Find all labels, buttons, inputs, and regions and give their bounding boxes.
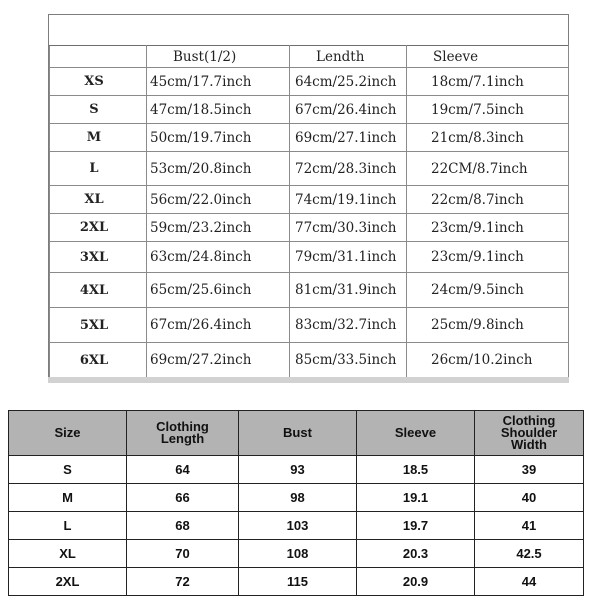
shoulder-cell: 40 [475, 484, 584, 512]
upper-header-corner [50, 46, 147, 68]
bust-cell: 103 [239, 512, 357, 540]
bust-cell: 93 [239, 456, 357, 484]
upper-header-row [50, 46, 569, 68]
lower-header-bust: Bust [239, 411, 357, 456]
length-cell: 79cm/31.1inch [290, 242, 407, 273]
table-row [9, 540, 584, 568]
sleeve-cell: 26cm/10.2inch [407, 343, 569, 378]
upper-header-sleeve: Sleeve [407, 46, 569, 68]
length-cell: 72 [127, 568, 239, 596]
table-row [50, 242, 569, 273]
length-cell: 72cm/28.3inch [290, 152, 407, 186]
bust-cell: 47cm/18.5inch [147, 96, 290, 124]
size-cell: M [50, 124, 147, 152]
length-cell: 66 [127, 484, 239, 512]
bust-cell: 69cm/27.2inch [147, 343, 290, 378]
table-row [50, 186, 569, 214]
sleeve-cell: 19.7 [357, 512, 475, 540]
bust-cell: 53cm/20.8inch [147, 152, 290, 186]
size-cell: XL [9, 540, 127, 568]
sleeve-cell: 25cm/9.8inch [407, 308, 569, 343]
bust-cell: 98 [239, 484, 357, 512]
upper-header-length: Lendth [290, 46, 407, 68]
table-row [50, 273, 569, 308]
bust-cell: 115 [239, 568, 357, 596]
size-cell: 4XL [50, 273, 147, 308]
size-cell: S [9, 456, 127, 484]
size-cell: XS [50, 68, 147, 96]
lower-header-row [9, 411, 584, 456]
bust-cell: 56cm/22.0inch [147, 186, 290, 214]
table-row [9, 568, 584, 596]
size-cell: S [50, 96, 147, 124]
sleeve-cell: 20.9 [357, 568, 475, 596]
length-cell: 77cm/30.3inch [290, 214, 407, 242]
length-cell: 83cm/32.7inch [290, 308, 407, 343]
sleeve-cell: 23cm/9.1inch [407, 214, 569, 242]
bust-cell: 63cm/24.8inch [147, 242, 290, 273]
lower-header-clothing-length [127, 411, 239, 456]
length-cell: 85cm/33.5inch [290, 343, 407, 378]
lower-header-size: Size [9, 411, 127, 456]
upper-size-chart [48, 14, 569, 378]
sleeve-cell: 22CM/8.7inch [407, 152, 569, 186]
header-line: Clothing [502, 413, 556, 428]
length-cell: 67cm/26.4inch [290, 96, 407, 124]
shoulder-cell: 42.5 [475, 540, 584, 568]
upper-size-table [49, 45, 569, 378]
lower-size-table [8, 410, 584, 596]
header-line: Width [511, 437, 547, 452]
size-cell: 2XL [50, 214, 147, 242]
length-cell: 70 [127, 540, 239, 568]
sleeve-cell: 21cm/8.3inch [407, 124, 569, 152]
table-row [9, 512, 584, 540]
bust-cell: 67cm/26.4inch [147, 308, 290, 343]
bust-cell: 50cm/19.7inch [147, 124, 290, 152]
shoulder-cell: 41 [475, 512, 584, 540]
table-row [9, 484, 584, 512]
sleeve-cell: 23cm/9.1inch [407, 242, 569, 273]
table-row [50, 308, 569, 343]
length-cell: 74cm/19.1inch [290, 186, 407, 214]
upper-header-bust: Bust(1/2) [147, 46, 290, 68]
size-cell: 3XL [50, 242, 147, 273]
length-cell: 69cm/27.1inch [290, 124, 407, 152]
sleeve-cell: 19cm/7.5inch [407, 96, 569, 124]
length-cell: 64 [127, 456, 239, 484]
sleeve-cell: 18cm/7.1inch [407, 68, 569, 96]
header-line: Clothing [156, 419, 209, 434]
table-row [50, 343, 569, 378]
lower-header-sleeve: Sleeve [357, 411, 475, 456]
shoulder-cell: 39 [475, 456, 584, 484]
table-row [50, 152, 569, 186]
table-row [50, 124, 569, 152]
size-cell: 5XL [50, 308, 147, 343]
table-row [50, 96, 569, 124]
bust-cell: 65cm/25.6inch [147, 273, 290, 308]
bust-cell: 45cm/17.7inch [147, 68, 290, 96]
size-cell: M [9, 484, 127, 512]
table-row [50, 214, 569, 242]
size-cell: L [9, 512, 127, 540]
size-cell: 6XL [50, 343, 147, 378]
sleeve-cell: 19.1 [357, 484, 475, 512]
sleeve-cell: 22cm/8.7inch [407, 186, 569, 214]
length-cell: 64cm/25.2inch [290, 68, 407, 96]
sleeve-cell: 18.5 [357, 456, 475, 484]
size-cell: XL [50, 186, 147, 214]
bust-cell: 59cm/23.2inch [147, 214, 290, 242]
length-cell: 68 [127, 512, 239, 540]
table-row [50, 68, 569, 96]
table-row [9, 456, 584, 484]
shoulder-cell: 44 [475, 568, 584, 596]
sleeve-cell: 20.3 [357, 540, 475, 568]
header-line: Length [160, 431, 205, 446]
sleeve-cell: 24cm/9.5inch [407, 273, 569, 308]
size-cell: 2XL [9, 568, 127, 596]
lower-header-shoulder-width [475, 411, 584, 456]
bust-cell: 108 [239, 540, 357, 568]
size-cell: L [50, 152, 147, 186]
length-cell: 81cm/31.9inch [290, 273, 407, 308]
header-line: Shoulder [500, 425, 558, 440]
